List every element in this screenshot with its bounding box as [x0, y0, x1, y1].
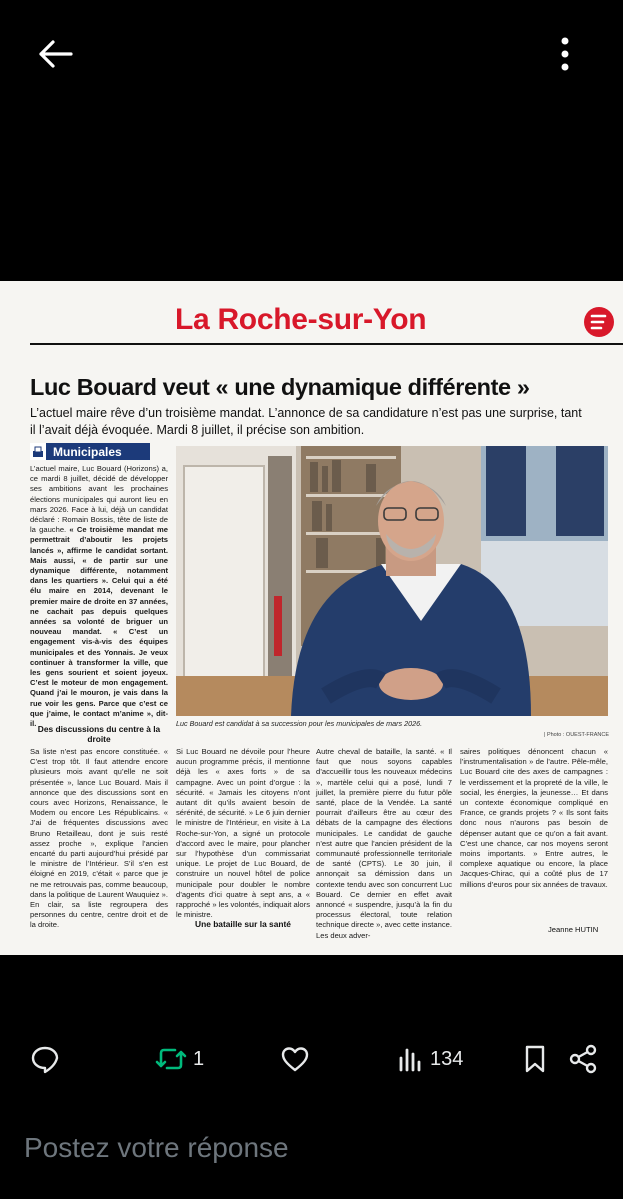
tweet-action-bar [0, 1030, 623, 1090]
author-signature: Jeanne HUTIN [548, 925, 599, 934]
reply-button[interactable] [30, 1044, 60, 1074]
city-title: La Roche-sur-Yon [175, 303, 427, 336]
article-column-5: saires politiques dénoncent chacun « l’instrumentalisation » de l’autre. Pêle-mêle, Luc Bouard cite des axes de campagnes : le verdissement et la propreté de la ville, le social, les énergies, la jeunesse… Et dans un contexte économique compliqué en France, ce grands projets ? « Ils sont faits donc nous n’aurons pas besoin de dépenser autant que ce qu’on a fait avant. C’est une chance, car nos moyens seront moins importants. » Entre autres, le complexe aquatique ou encore, la place Jacques-Chirac, qui a coûté plus de 17 millions d’euros pour six années de travaux. [460, 747, 608, 889]
more-vertical-icon [560, 36, 570, 72]
photo-credit: | Photo : OUEST-FRANCE [544, 732, 610, 738]
bar-chart-icon [398, 1044, 424, 1074]
top-bar [0, 0, 623, 110]
article-column-3: Si Luc Bouard ne dévoile pour l’heure aucun programme précis, il mentionne déjà les « axes forts » de sa campagne. Avec un point d’orgue : la sécurité. « Jamais les citoyens n’ont autant dit qu’ils avaient besoin de sérénité, de sécurité. » Le 6 juin dernier le ministre de l’Intérieur, en visite à La Roche-sur-Yon, a signé un protocole d’accord avec le maire, pour plancher sur l’hypothèse d’un commissariat unique. Le projet de Luc Bouard, de construire un nouvel hôtel de police municipale pour doubler le nombre d’agents d’ici quatre à sept ans, a « rapproché » les volontés, indiquait alors le ministre. [176, 747, 310, 920]
heart-icon [280, 1044, 310, 1074]
comment-icon [30, 1044, 60, 1074]
rubric-label: Municipales [53, 444, 122, 459]
retweet-icon [155, 1044, 187, 1074]
article-photo [176, 446, 608, 716]
masthead [0, 281, 623, 359]
retweet-button[interactable] [155, 1044, 204, 1074]
article-headline: Luc Bouard veut « une dynamique différente » [30, 374, 530, 400]
article-column-2: Sa liste n’est pas encore constituée. « C’est trop tôt. Il faut attendre encore plusieurs mois avant qu’elle ne soit présentée », lance Luc Bouard. Mais il annonce que des discussions sont en cours avec Horizons, Renaissance, le Modem ou encore Les Républicains. « J’ai de fréquentes discussions avec Bruno Retailleau, dont je suis resté assez proche », explique l’ancien encarté du parti aujourd’hui présidé par le ministre de l’Intérieur. S’il s’en est éloigné en 2019, c’était « parce que je ne me retrouvais pas, comme beaucoup, dans la politique de Laurent Wauquiez ». En clair, sa liste regroupera des personnes du centre, centre droit et de la droite. [30, 747, 168, 930]
masthead-rule [30, 343, 623, 345]
views-button[interactable] [398, 1044, 463, 1074]
more-options-button[interactable] [545, 32, 585, 76]
quote-paragraph: « Ce troisième mandat me permettrait d’aboutir les projets lancés », affirme le candidat sortant. Mais aussi, « de partir sur une dynamique différente, notamment dans les quartiers ». Celui qui a été élu maire en 2014, devenant le premier maire de droite en 37 années, ne cachait pas depuis quelques années sa volonté de briguer un nouveau mandat. « C’est un engagement vis-à-vis des équipes municipales et des Yonnais. Je veux continuer à transformer la ville, que les gens sourient et soient joyeux. C’est le moteur de mon engagement. Quand j’ai le mouron, je vais dans la rue voir les gens. Parce que c’est ce que j’aime, le contact m’anime », dit-il. [30, 525, 168, 729]
newspaper-clipping[interactable] [0, 281, 623, 955]
photo-caption: Luc Bouard est candidat à sa succession pour les municipales de mars 2026. [176, 719, 423, 728]
share-icon [568, 1044, 598, 1074]
intro-paragraph: L’actuel maire, Luc Bouard (Horizons) a, ce mardi 8 juillet, décidé de développer ses ambitions avant les prochaines élections municipales qui auront lieu en mars 2026. Face à lui, déjà un candidat déclaré : Romain Bossis, tête de liste de la gauche. [30, 464, 168, 535]
bookmark-button[interactable] [522, 1044, 548, 1074]
subhead-sante: Une bataille sur la santé [195, 919, 291, 929]
back-button[interactable] [30, 32, 80, 76]
bookmark-icon [522, 1044, 548, 1074]
arrow-left-icon [37, 39, 73, 69]
reply-input[interactable] [24, 1128, 599, 1168]
ballot-box-icon [30, 443, 46, 460]
ouest-france-logo-icon [583, 306, 615, 338]
subhead-discussions: Des discussions du centre à la droite [37, 724, 161, 744]
retweet-count: 1 [193, 1047, 205, 1070]
article-standfirst: L’actuel maire rêve d’un troisième mandat. L’annonce de sa candidature n’est pas une surprise, tant il l’avait déjà évoquée. Mardi 8 juillet, il précise son ambition. [30, 406, 582, 437]
article-column-4: Autre cheval de bataille, la santé. « Il faut que nous soyons capables d’accueillir tous les nouveaux médecins », martèle celui qui a posé, lundi 7 juillet, la première pierre du futur pôle santé, place de la Vendée. La santé pourrait d’ailleurs être au cœur des débats de la campagne des élections municipales. Le candidat de gauche n’est autre que l’ancien président de la communauté professionnelle territoriale de santé (CPTS). Le 30 juin, il annonçait sa démission dans un contexte tendu avec son concurrent Luc Bouard. Ce dernier en effet avait annoncé « suspendre, jusqu’à la fin du processus électoral, toute relation technique directe », avec cette instance. Les deux adver- [316, 747, 452, 940]
like-button[interactable] [280, 1044, 310, 1074]
views-count: 134 [430, 1047, 464, 1070]
article-column-1 [30, 464, 168, 729]
rubric-badge [30, 443, 150, 460]
share-button[interactable] [568, 1044, 598, 1074]
